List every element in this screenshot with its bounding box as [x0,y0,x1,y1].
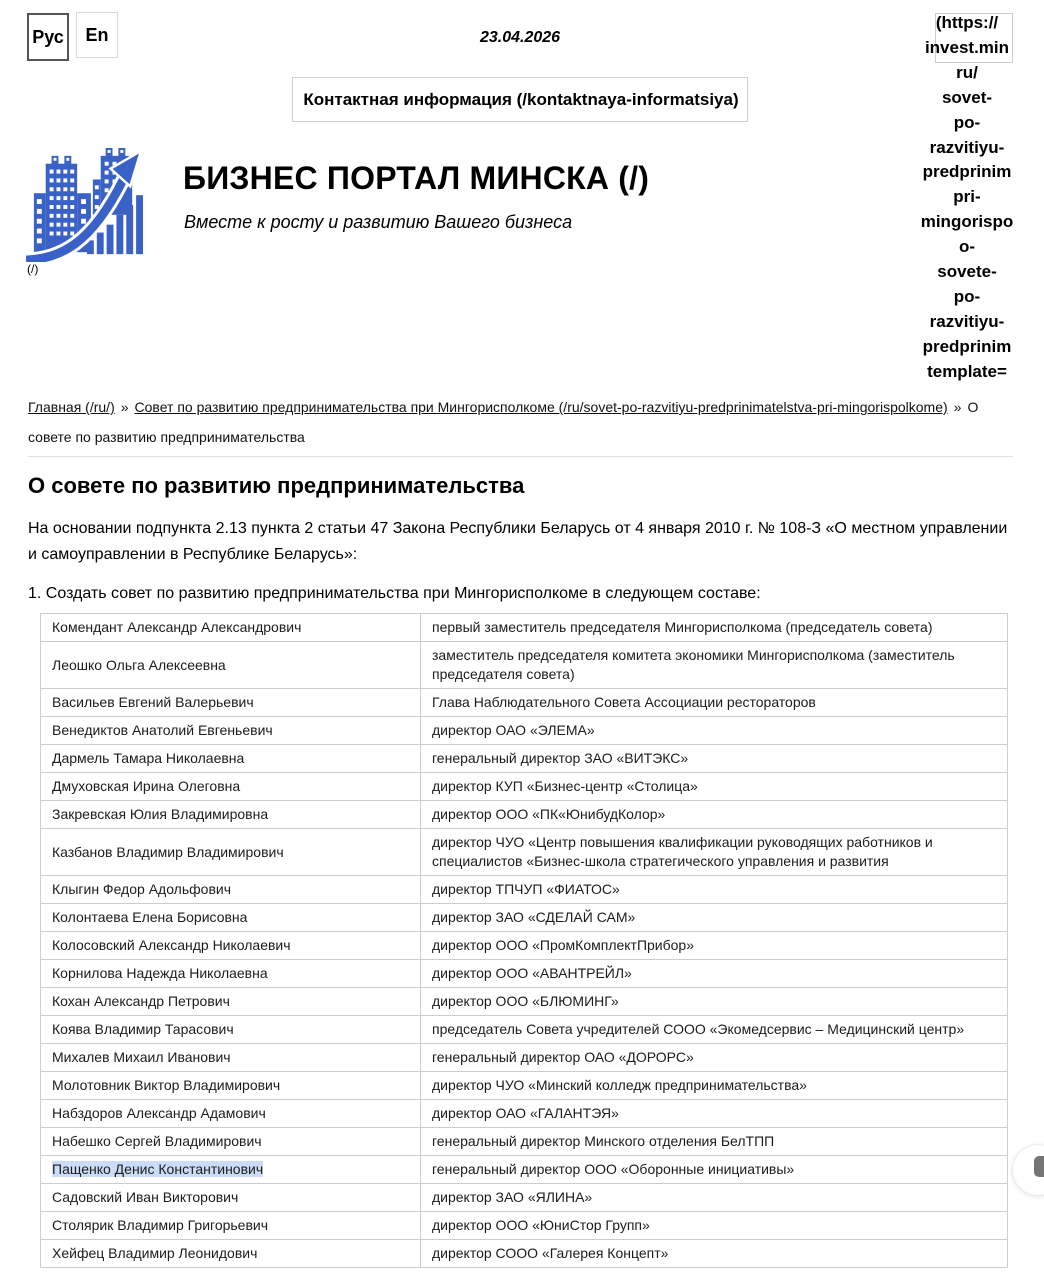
member-position-cell: председатель Совета учредителей СООО «Экомедсервис – Медицинский центр» [421,1016,1008,1044]
member-name: Колосовский Александр Николаевич [52,937,291,953]
list-item-1: 1. Создать совет по развитию предпринимательства при Мингорисполкоме в следующем составе: [28,585,761,602]
table-row [41,1072,1008,1100]
side-url-line: sovet- [941,87,993,107]
member-position-cell: директор ОАО «ГАЛАНТЭЯ» [421,1100,1008,1128]
table-row [41,904,1008,932]
current-date: 23.04.2026 [479,29,561,46]
member-name: Казбанов Владимир Владимирович [52,843,284,860]
table-row [41,1044,1008,1072]
member-name-cell [41,829,421,876]
table-row [41,876,1008,904]
side-url-line: ru/ [956,62,978,82]
intro-paragraph: На основании подпункта 2.13 пункта 2 статьи 47 Закона Республики Беларусь от 4 января 2010 г. № 108-З «О местном управлении и самоуправлении в Республике Беларусь»: [28,520,1008,563]
member-name: Пащенко Денис Константинович [52,1161,264,1177]
table-row [41,614,1008,642]
buildings-growth-arrow-icon [26,148,144,262]
member-name: Набздоров Александр Адамович [52,1105,266,1121]
table-row [41,960,1008,988]
member-name: Хейфец Владимир Леонидович [52,1245,258,1261]
side-url-line: po- [953,112,981,132]
member-name: Столярик Владимир Григорьевич [52,1217,269,1233]
site-tagline: Вместе к росту и развитию Вашего бизнеса [184,212,573,232]
language-button-rus[interactable]: Рус [27,13,69,61]
member-name-cell [41,932,421,960]
member-position-cell: директор ООО «ЮниСтор Групп» [421,1212,1008,1240]
member-name-cell [41,876,421,904]
member-name-cell [41,1016,421,1044]
scroll-thumb-icon [1034,1156,1044,1177]
member-name-cell [41,1212,421,1240]
member-position-cell: директор ОАО «ЭЛЕМА» [421,717,1008,745]
breadcrumb-separator: » [120,399,129,415]
table-row [41,1184,1008,1212]
divider [28,456,1013,457]
member-name-cell [41,1100,421,1128]
member-name: Комендант Александр Александрович [52,619,302,635]
member-position-cell: директор ЧУО «Центр повышения квалификации руководящих работников и специалистов «Бизнес-школа стратегического управления и развития [421,829,1008,876]
contact-info-link[interactable] [292,77,748,122]
language-button-en[interactable]: En [76,12,118,58]
table-row [41,773,1008,801]
table-row [41,642,1008,689]
member-position-cell: директор СООО «Галерея Концепт» [421,1240,1008,1268]
member-position-cell: генеральный директор ЗАО «ВИТЭКС» [421,745,1008,773]
member-position-cell: директор ТПЧУП «ФИАТОС» [421,876,1008,904]
member-name-cell [41,1156,421,1184]
breadcrumb-home-link[interactable]: Главная (/ru/) [28,399,115,415]
table-row [41,717,1008,745]
member-name-cell [41,642,421,689]
side-url-line: mingorispo [920,212,1014,232]
table-row [41,1240,1008,1268]
member-name-cell [41,773,421,801]
table-row [41,1212,1008,1240]
member-position-cell: заместитель председателя комитета экономики Мингорисполкома (заместитель председателя совета) [421,642,1008,689]
table-row [41,1100,1008,1128]
member-name: Набешко Сергей Владимирович [52,1133,262,1149]
member-name: Колонтаева Елена Борисовна [52,909,248,925]
side-url-line: template= [927,361,1007,381]
breadcrumb-section-link[interactable]: Совет по развитию предпринимательства при Мингорисполкоме (/ru/sovet-po-razvitiyu-predprinimatelstva-pri-mingorispolkome) [134,399,948,415]
member-name-cell [41,1184,421,1212]
floating-side-button[interactable] [1012,1144,1044,1196]
member-name: Садовский Иван Викторович [52,1189,239,1205]
side-url-line: razvitiyu- [929,311,1005,331]
side-url-line: po- [953,286,981,306]
member-position-cell: директор ООО «ПК«ЮнибудКолор» [421,801,1008,829]
member-name-cell [41,801,421,829]
member-name: Венедиктов Анатолий Евгеньевич [52,722,273,738]
side-url-line: (https:// [935,13,999,32]
member-position-cell: директор ЧУО «Минский колледж предпринимательства» [421,1072,1008,1100]
table-row [41,801,1008,829]
member-position-cell: генеральный директор ОАО «ДОРОРС» [421,1044,1008,1072]
table-row [41,689,1008,717]
member-name-cell [41,745,421,773]
side-url-line: o- [958,237,976,257]
side-url-line: predprinim [922,162,1012,182]
member-name: Клыгин Федор Адольфович [52,881,231,897]
side-url-link[interactable] [887,11,1044,385]
table-row [41,1128,1008,1156]
member-name-cell [41,960,421,988]
table-row [41,1156,1008,1184]
member-name: Коява Владимир Тарасович [52,1021,234,1037]
member-position-cell: директор ЗАО «СДЕЛАЙ САМ» [421,904,1008,932]
member-name-cell [41,1128,421,1156]
page-title: О совете по развитию предпринимательства [28,473,525,498]
side-url-line: predprinim [922,336,1012,356]
member-name: Закревская Юлия Владимировна [52,806,269,822]
site-logo[interactable] [26,148,144,267]
member-name: Дармель Тамара Николаевна [52,750,245,766]
contact-info-label: Контактная информация (/kontaktnaya-informatsiya) [303,90,739,109]
member-name: Молотовник Виктор Владимирович [52,1077,281,1093]
member-name-cell [41,614,421,642]
table-row [41,1016,1008,1044]
member-name: Кохан Александр Петрович [52,993,230,1009]
member-name: Леошко Ольга Алексеевна [52,656,226,673]
side-url-line: sovete- [937,262,997,282]
member-name-cell [41,689,421,717]
breadcrumb-current-page: О совете по развитию предпринимательства [28,399,979,445]
member-name-cell [41,904,421,932]
site-title-link[interactable]: БИЗНЕС ПОРТАЛ МИНСКА (/) [183,160,650,196]
breadcrumb-separator: » [953,399,962,415]
member-name-cell [41,717,421,745]
member-name: Васильев Евгений Валерьевич [52,694,254,710]
side-url-line: razvitiyu- [929,137,1005,157]
table-row [41,745,1008,773]
side-url-line: invest.min [924,37,1010,57]
logo-link-caption: (/) [27,262,39,276]
member-name-cell [41,1240,421,1268]
member-position-cell: директор ООО «БЛЮМИНГ» [421,988,1008,1016]
member-name-cell [41,1044,421,1072]
side-url-line: pri- [953,187,981,207]
member-position-cell: первый заместитель председателя Мингорисполкома (председатель совета) [421,614,1008,642]
member-position-cell: директор ООО «АВАНТРЕЙЛ» [421,960,1008,988]
member-position-cell: директор ООО «ПромКомплектПрибор» [421,932,1008,960]
member-name: Михалев Михаил Иванович [52,1049,231,1065]
member-position-cell: генеральный директор Минского отделения БелТПП [421,1128,1008,1156]
main-content [28,392,1013,1268]
member-name: Дмуховская Ирина Олеговна [52,778,241,794]
council-members-table [40,613,1008,1268]
table-row [41,988,1008,1016]
member-name: Корнилова Надежда Николаевна [52,965,268,981]
table-row [41,932,1008,960]
member-position-cell: директор ЗАО «ЯЛИНА» [421,1184,1008,1212]
breadcrumb [28,392,1013,452]
member-name-cell [41,988,421,1016]
table-row [41,829,1008,876]
member-position-cell: директор КУП «Бизнес-центр «Столица» [421,773,1008,801]
member-position-cell: Глава Наблюдательного Совета Ассоциации рестораторов [421,689,1008,717]
member-name-cell [41,1072,421,1100]
member-position-cell: генеральный директор ООО «Оборонные инициативы» [421,1156,1008,1184]
